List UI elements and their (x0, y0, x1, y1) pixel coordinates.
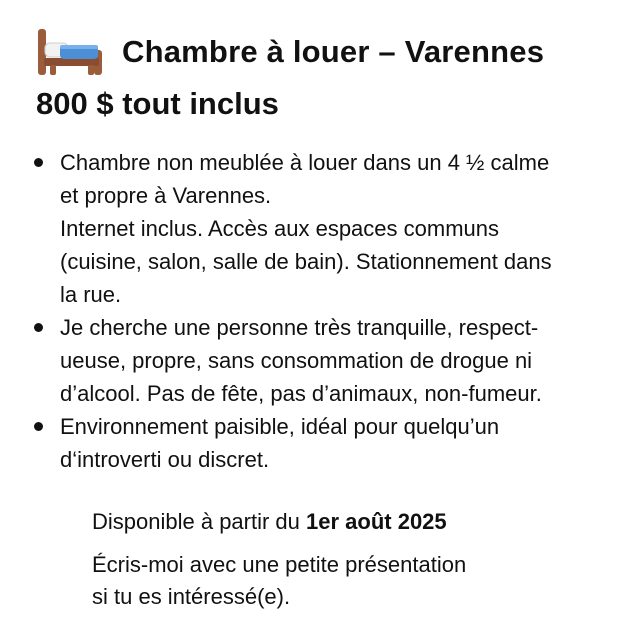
text-line: Internet inclus. Accès aux espaces communs (60, 216, 499, 241)
list-item (30, 410, 620, 476)
bullet-icon (34, 323, 43, 332)
bed-icon (34, 25, 108, 79)
text-line: (cuisine, salon, salle de bain). Stationnement dans (60, 249, 552, 274)
contact-message (92, 549, 466, 613)
list-item (30, 311, 620, 410)
text-line: ueuse, propre, sans consommation de drogue ni (60, 348, 533, 373)
contact-line: Écris-moi avec une petite présentation (92, 552, 467, 577)
text-line: et propre à Varennes. (60, 183, 272, 208)
availability-text (92, 505, 447, 538)
text-line: Environnement paisible, idéal pour quelqu’un (60, 414, 500, 439)
bullet-icon (34, 422, 43, 431)
listing-price: 800 $ tout inclus (36, 86, 279, 121)
listing-title: Chambre à louer – Varennes (122, 34, 545, 69)
bullet-icon (34, 158, 43, 167)
text-line: d’alcool. Pas de fête, pas d’animaux, non-fumeur. (60, 381, 542, 406)
text-line: d‘introverti ou discret. (60, 447, 270, 472)
contact-line: si tu es intéressé(e). (92, 584, 291, 609)
text-line: la rue. (60, 282, 122, 307)
availability-date: 1er août 2025 (306, 509, 447, 534)
list-item (30, 146, 620, 311)
details-list (30, 146, 620, 476)
availability-label: Disponible à partir du (92, 509, 307, 534)
text-line: Je cherche une personne très tranquille, respect- (60, 315, 539, 340)
title-row (34, 24, 544, 80)
text-line: Chambre non meublée à louer dans un 4 ½ calme (60, 150, 550, 175)
